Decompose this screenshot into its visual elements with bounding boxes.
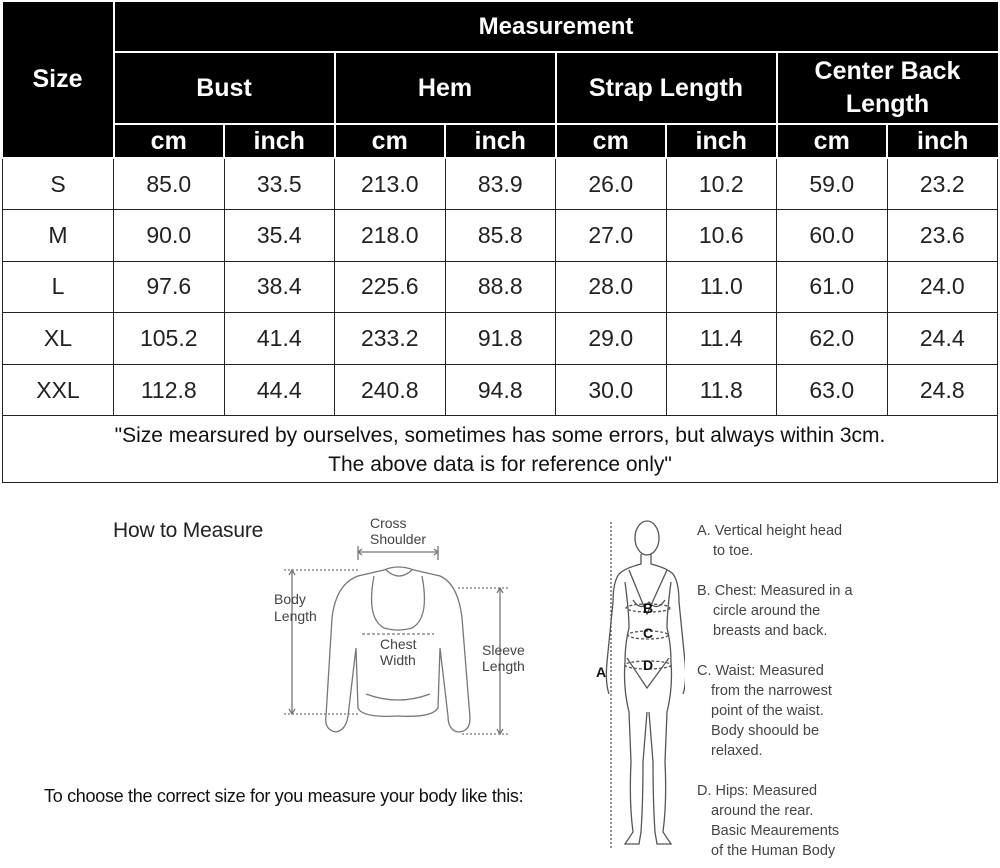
- body-length-label-1: Body: [274, 591, 306, 607]
- size-cell: XXL: [3, 364, 114, 416]
- value-cell: 35.4: [224, 210, 335, 262]
- legend-a-lead: A. Vertical height head: [697, 523, 843, 539]
- value-cell: 97.6: [114, 261, 225, 313]
- legend-c-line: from the narrowest: [711, 683, 832, 699]
- unit-header: inch: [887, 124, 998, 158]
- value-cell: 10.2: [666, 158, 777, 210]
- table-row: [3, 364, 998, 416]
- value-cell: 27.0: [556, 210, 667, 262]
- value-cell: 41.4: [224, 313, 335, 365]
- human-body-diagram: [585, 512, 685, 862]
- value-cell: 91.8: [445, 313, 556, 365]
- value-cell: 213.0: [335, 158, 446, 210]
- value-cell: 61.0: [777, 261, 888, 313]
- value-cell: 24.4: [887, 313, 998, 365]
- size-table-body: [3, 158, 998, 483]
- unit-header: cm: [335, 124, 446, 158]
- shoulder-label: Shoulder: [370, 531, 427, 547]
- value-cell: 83.9: [445, 158, 556, 210]
- value-cell: 44.4: [224, 364, 335, 416]
- size-cell: L: [3, 261, 114, 313]
- value-cell: 90.0: [114, 210, 225, 262]
- value-cell: 30.0: [556, 364, 667, 416]
- value-cell: 94.8: [445, 364, 556, 416]
- letter-a: A: [596, 664, 607, 680]
- letter-d: D: [643, 657, 654, 673]
- value-cell: 85.8: [445, 210, 556, 262]
- value-cell: 10.6: [666, 210, 777, 262]
- legend-d-line: Basic Meaurements: [711, 823, 840, 839]
- center-back-line2: Length: [845, 90, 930, 118]
- width-label: Width: [380, 652, 416, 668]
- value-cell: 24.0: [887, 261, 998, 313]
- value-cell: 88.8: [445, 261, 556, 313]
- value-cell: 240.8: [335, 364, 446, 416]
- value-cell: 38.4: [224, 261, 335, 313]
- legend-item-c: [697, 661, 832, 761]
- unit-header: cm: [114, 124, 225, 158]
- letter-c: C: [643, 625, 654, 641]
- value-cell: 63.0: [777, 364, 888, 416]
- legend-item-b: [697, 581, 853, 641]
- legend-c-line: point of the waist.: [711, 703, 824, 719]
- unit-header: inch: [666, 124, 777, 158]
- legend-d-line: around the rear.: [711, 803, 814, 819]
- value-cell: 11.4: [666, 313, 777, 365]
- value-cell: 28.0: [556, 261, 667, 313]
- legend-b-line: circle around the: [713, 603, 821, 619]
- table-row: [3, 210, 998, 262]
- unit-header: cm: [556, 124, 667, 158]
- legend-d-line: of the Human Body: [711, 843, 836, 859]
- letter-b: B: [643, 600, 654, 616]
- legend-b-lead: B. Chest: Measured in a: [697, 583, 853, 599]
- legend-d-lead: D. Hips: Measured: [697, 783, 818, 799]
- legend-b-line: breasts and back.: [713, 623, 828, 639]
- group-header-strap-length: Strap Length: [556, 52, 777, 124]
- cross-label: Cross: [370, 515, 407, 531]
- value-cell: 62.0: [777, 313, 888, 365]
- size-cell: M: [3, 210, 114, 262]
- size-header: Size: [3, 2, 114, 158]
- body-length-label-2: Length: [274, 608, 317, 624]
- table-row: [3, 158, 998, 210]
- sweater-measure-diagram: [262, 508, 562, 748]
- sleeve-length-label: Length: [482, 658, 525, 674]
- value-cell: 11.8: [666, 364, 777, 416]
- value-cell: 26.0: [556, 158, 667, 210]
- size-cell: S: [3, 158, 114, 210]
- value-cell: 11.0: [666, 261, 777, 313]
- legend-a-line: to toe.: [713, 543, 754, 559]
- measurement-note: [3, 416, 998, 483]
- unit-header: inch: [445, 124, 556, 158]
- table-row: [3, 261, 998, 313]
- legend-item-d: [697, 781, 839, 861]
- value-cell: 59.0: [777, 158, 888, 210]
- how-to-measure-title: How to Measure: [113, 519, 264, 542]
- value-cell: 60.0: [777, 210, 888, 262]
- unit-header: cm: [777, 124, 888, 158]
- choose-size-instruction: To choose the correct size for you measure your body like this:: [44, 786, 524, 806]
- value-cell: 29.0: [556, 313, 667, 365]
- group-header-bust: Bust: [114, 52, 335, 124]
- value-cell: 85.0: [114, 158, 225, 210]
- center-back-line1: Center Back: [814, 57, 961, 85]
- value-cell: 233.2: [335, 313, 446, 365]
- group-header-center-back-length: [777, 52, 998, 124]
- size-chart-table: [2, 2, 998, 483]
- value-cell: 112.8: [114, 364, 225, 416]
- table-row: [3, 313, 998, 365]
- group-header-hem: Hem: [335, 52, 556, 124]
- value-cell: 225.6: [335, 261, 446, 313]
- note-line-1: "Size mearsured by ourselves, sometimes has some errors, but always within 3cm.: [114, 424, 886, 448]
- legend-c-lead: C. Waist: Measured: [697, 663, 824, 679]
- value-cell: 105.2: [114, 313, 225, 365]
- size-cell: XL: [3, 313, 114, 365]
- legend-item-a: [697, 521, 842, 561]
- chest-label: Chest: [380, 636, 417, 652]
- note-line-2: The above data is for reference only": [328, 453, 672, 477]
- measurement-header: Measurement: [114, 2, 998, 52]
- value-cell: 218.0: [335, 210, 446, 262]
- value-cell: 23.2: [887, 158, 998, 210]
- legend-c-line: relaxed.: [711, 743, 763, 759]
- unit-header: inch: [224, 124, 335, 158]
- value-cell: 24.8: [887, 364, 998, 416]
- legend-c-line: Body shoould be: [711, 723, 820, 739]
- value-cell: 33.5: [224, 158, 335, 210]
- value-cell: 23.6: [887, 210, 998, 262]
- note-row: [3, 416, 998, 483]
- sleeve-label: Sleeve: [482, 642, 525, 658]
